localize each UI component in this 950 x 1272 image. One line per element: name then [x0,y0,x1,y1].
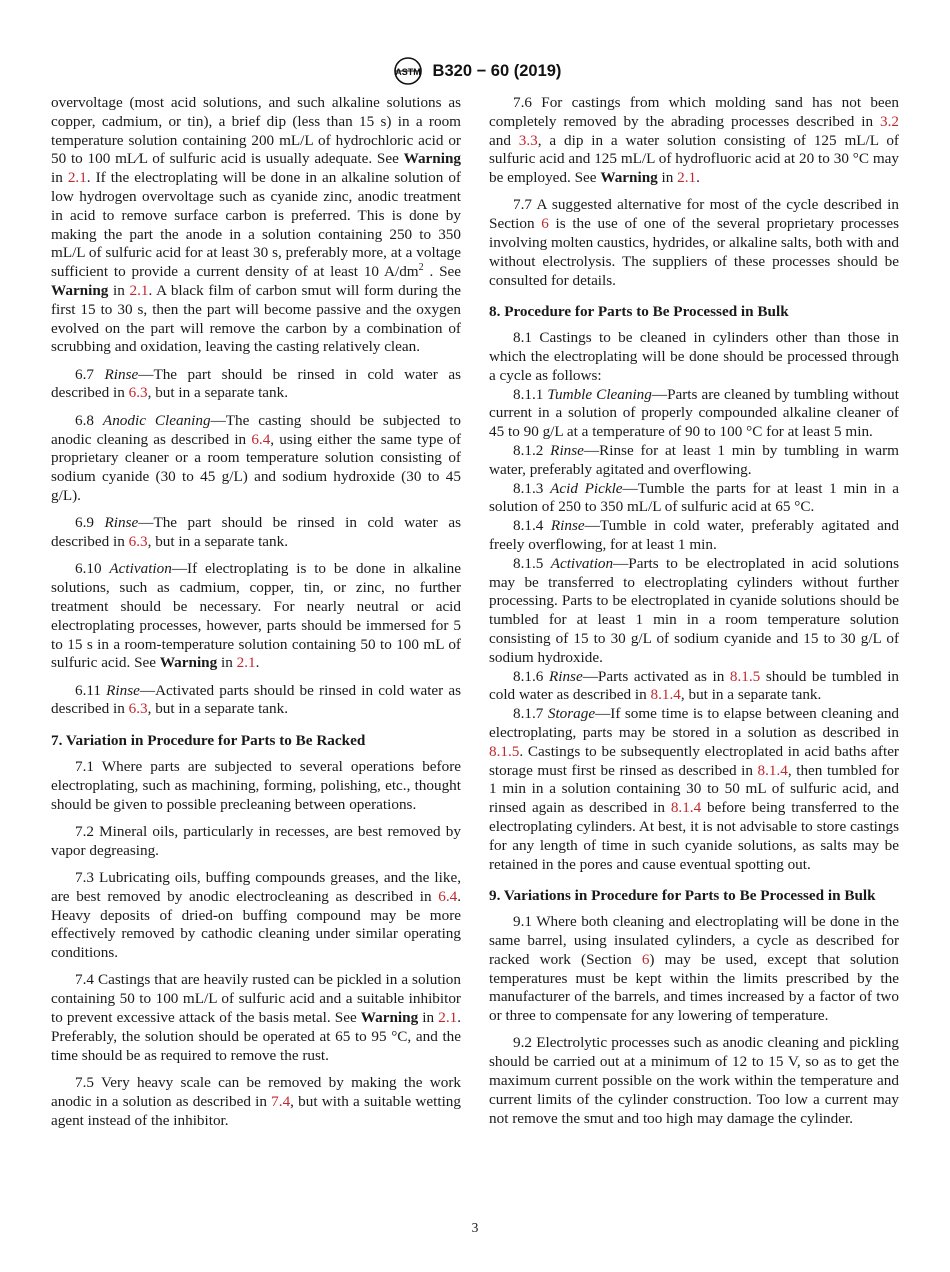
ref-link-8-1-5[interactable]: 8.1.5 [489,742,520,760]
paragraph-8-1-6: 8.1.6 Rinse—Parts activated as in 8.1.5 should be tumbled in cold water as described in 8.1.4, but in a separate tank. [489,667,900,704]
ref-link-6-4[interactable]: 6.4 [438,887,458,905]
paragraph-7-3: 7.3 Lubricating oils, buffing compounds greases, and the like, are best removed by anodic electrocleaning as described in 6.4. Heavy deposits of dried-on buffing compound may be more effectively removed by cathodic cleaning under similar operating conditions. [51,868,461,962]
paragraph-6-8: 6.8 Anodic Cleaning—The casting should be subjected to anodic cleaning as described in 6.4, using either the same type of proprietary cleaner or a room temperature solution consisting of sodium cyanide (30 to 45 g/L) and sodium hydroxide (30 to 45 g/L). [51,411,462,504]
ref-link-8-1-5[interactable]: 8.1.5 [729,667,761,685]
ref-link-3-2[interactable]: 3.2 [880,112,899,130]
svg-text:ASTM: ASTM [394,67,421,77]
ref-link-8-1-4[interactable]: 8.1.4 [650,686,681,704]
ref-link-8-1-4[interactable]: 8.1.4 [757,761,788,779]
ref-link-2-1[interactable]: 2.1 [236,654,256,672]
paragraph-8-1-1: 8.1.1 Tumble Cleaning—Parts are cleaned by tumbling without current in a solution of properly compounded alkaline cleaner of 45 to 90 g/L at a temperature of 90 to 100 °C for at least 5 min. [489,385,899,441]
page-number: 3 [471,1220,479,1235]
paragraph-7-7: 7.7 A suggested alternative for most of the cycle described in Section 6 is the use of one of the several proprietary processes involving molten caustics, hydrides, or alkaline salts, both with and without electrolysis. The suppliers of these processes should be consulted for details. [489,196,899,289]
paragraph-7-2: 7.2 Mineral oils, particularly in recesses, are best removed by vapor degreasing. [51,822,461,859]
paragraph-8-1-4: 8.1.4 Rinse—Tumble in cold water, preferably agitated and freely overflowing, for at least 1 min. [489,517,899,554]
right-column [489,94,899,1137]
paragraph-8-1: 8.1 Castings to be cleaned in cylinders other than those in which the electroplating will be done should be processed through a cycle as follows: [489,329,899,384]
paragraph-6-7: 6.7 Rinse—The part should be rinsed in cold water as described in 6.3, but in a separate tank. [51,365,461,402]
ref-link-6-3[interactable]: 6.3 [128,700,148,718]
paragraph-8-1-5: 8.1.5 Activation—Parts to be electroplated in acid solutions may be transferred to electroplating cylinders without further processing. Parts to be electroplated in cyanide solutions should be tumbled for at least 1 min in a room temperature solution consisting of 15 to 30 g/L of sodium cyanide and 15 to 30 g/L of sodium hydroxide. [489,554,899,666]
ref-link-7-4[interactable]: 7.4 [271,1092,291,1110]
left-column [51,94,461,1139]
paragraph-6-10: 6.10 Activation—If electroplating is to be done in alkaline solutions, such as cadmium, copper, tin, or zinc, no further treatment should be necessary. For nearly neutral or acid electroplating processes, however, parts should be immersed for 5 to 15 s in a room-temperature solution containing 50 to 100 mL of sulfuric acid. See Warning in 2.1. [51,560,462,672]
astm-logo-icon [389,56,427,86]
ref-link-2-1[interactable]: 2.1 [677,169,697,187]
ref-link-6-4[interactable]: 6.4 [251,430,271,448]
ref-link-section-6[interactable]: 6 [641,950,650,968]
ref-link-6-3[interactable]: 6.3 [128,533,148,551]
ref-link-3-3[interactable]: 3.3 [518,131,538,149]
paragraph-7-1: 7.1 Where parts are subjected to several operations before electroplating, such as machining, forming, polishing, etc., thought should be given to possible precleaning between operations. [51,758,461,813]
page-header [0,56,950,86]
paragraph-7-4: 7.4 Castings that are heavily rusted can be pickled in a solution containing 50 to 100 mL/L of sulfuric acid and a suitable inhibitor to prevent excessive attack of the basis metal. See Warning in 2.1. Preferably, the solution should be operated at 65 to 95 °C, and the time should be as required to remove the rust. [51,971,461,1064]
paragraph-6-9: 6.9 Rinse—The part should be rinsed in cold water as described in 6.3, but in a separate tank. [51,514,461,551]
ref-link-8-1-4[interactable]: 8.1.4 [670,799,702,817]
section-7-heading: 7. Variation in Procedure for Parts to Be Racked [51,732,366,750]
section-9-heading: 9. Variations in Procedure for Parts to Be Processed in Bulk [489,887,876,905]
ref-link-section-6[interactable]: 6 [541,215,549,233]
standard-designation: B320 − 60 (2019) [432,61,562,80]
ref-link-2-1[interactable]: 2.1 [67,169,87,187]
paragraph-9-1: 9.1 Where both cleaning and electroplating will be done in the same barrel, using insulated cylinders, a cycle as described for racked work (Section 6) may be used, except that solution temperatures must be kept within the limits prescribed by the manufacturer of the barrels, and times increased by a factor of two or three to compensate for any lowering of temperature. [489,913,899,1025]
paragraph-7-6: 7.6 For castings from which molding sand has not been completely removed by the abrading processes described in 3.2 and 3.3, a dip in a water solution consisting of 125 mL/L of sulfuric acid and 125 mL/L of hydrofluoric acid at 20 to 30 °C may be employed. See Warning in 2.1. [489,94,899,187]
paragraph-6-6-continued: overvoltage (most acid solutions, and such alkaline solutions as copper, cadmium, or tin), a brief dip (less than 15 s) in a room temperature solution containing 200 mL/L of hydrochloric acid or 50 to 100 mL⁄L of sulfuric acid is usually adequate. See Warning in 2.1. If the electroplating will be done in an alkaline solution of low hydrogen overvoltage such as cyanide zinc, anodic treatment in acid to remove surface carbon is preferred. This is done by making the part the anode in a solution containing 250 to 350 mL/L of sulfuric acid for at least 30 s, preferably more, at a voltage sufficient to provide a current density of at least 10 $A/dm^2$ . See Warning in 2.1. A black film of carbon smut will form during the first 15 to 30 s, then the part will become passive and the oxygen evolved on the part will remove the carbon by a combination of scrubbing and oxidation, leaving the casting relatively clean. [51,94,461,356]
section-8-heading: 8. Procedure for Parts to Be Processed in Bulk [489,303,789,321]
paragraph-8-1-3: 8.1.3 Acid Pickle—Tumble the parts for at least 1 min in a solution of 250 to 350 mL/L of sulfuric acid at 65 °C. [489,479,900,516]
paragraph-7-5: 7.5 Very heavy scale can be removed by making the work anodic in a solution as described in 7.4, but with a suitable wetting agent instead of the inhibitor. [51,1073,461,1129]
paragraph-8-1-7: 8.1.7 Storage—If some time is to elapse between cleaning and electroplating, parts may be stored in a solution as described in 8.1.5. Castings to be subsequently electroplated in acid baths after storage must first be rinsed as described in 8.1.4, then tumbled for 1 min in a solution containing 30 to 50 mL of sulfuric acid, and rinsed again as described in 8.1.4 before being transferred to the electroplating cylinders. At best, it is not advisable to store castings for any length of time in such cyanide solutions, as salts may be retained in the pores and cause eventual spotting out. [489,705,900,873]
paragraph-8-1-2: 8.1.2 Rinse—Rinse for at least 1 min by tumbling in warm water, preferably agitated and overflowing. [489,442,899,478]
paragraph-6-11: 6.11 Rinse—Activated parts should be rinsed in cold water as described in 6.3, but in a separate tank. [51,681,462,718]
ref-link-2-1[interactable]: 2.1 [129,281,149,299]
paragraph-9-2: 9.2 Electrolytic processes such as anodic cleaning and pickling should be carried out at a minimum of 12 to 15 V, so as to get the maximum current possible on the work within the temperature and current limits of the cylinder construction. Too low a current may not remove the smut and too high may damage the cylinder. [489,1034,899,1127]
ref-link-2-1[interactable]: 2.1 [438,1009,458,1027]
ref-link-6-3[interactable]: 6.3 [128,384,148,402]
